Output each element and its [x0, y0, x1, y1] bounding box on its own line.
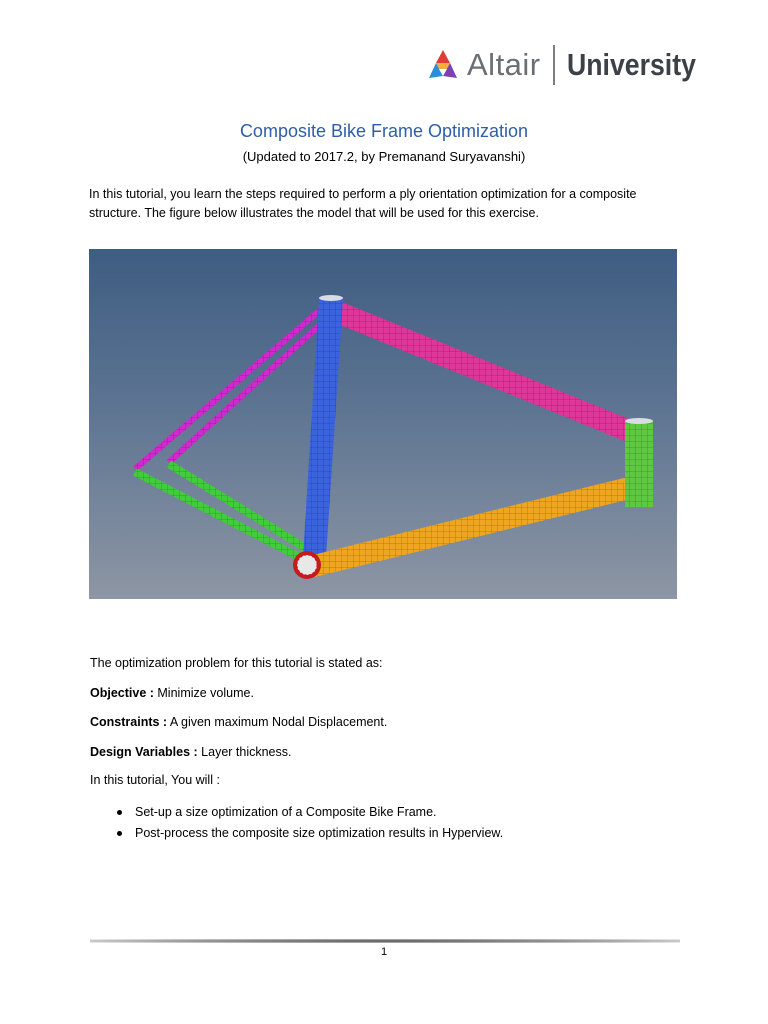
top-tube: [335, 311, 634, 433]
objective-line: [90, 686, 254, 700]
footer-divider: [90, 939, 680, 943]
bottom-bracket: [293, 551, 321, 579]
steps-list: [115, 802, 503, 844]
page-number: 1: [380, 946, 388, 958]
constraints-label: Constraints :: [90, 715, 168, 729]
list-item: Set-up a size optimization of a Composite Bike Frame.: [115, 802, 503, 823]
altair-university-logo: [425, 42, 717, 88]
bike-frame-model-figure: [89, 249, 677, 599]
objective-text: Minimize volume.: [153, 686, 254, 700]
document-title: Composite Bike Frame Optimization: [239, 121, 529, 141]
design-variables-text: Layer thickness.: [197, 745, 292, 759]
design-variables-label: Design Variables :: [90, 745, 198, 759]
seat-stays: [135, 306, 333, 469]
chain-stays: [135, 464, 307, 559]
bike-frame-illustration: [89, 249, 677, 599]
objective-label: Objective :: [90, 686, 154, 700]
head-tube: [625, 418, 653, 507]
constraints-text: A given maximum Nodal Displacement.: [167, 715, 388, 729]
document-subtitle: (Updated to 2017.2, by Premanand Suryavanshi): [242, 149, 526, 164]
intro-paragraph: In this tutorial, you learn the steps required to perform a ply orientation optimization for a composite structure. The figure below illustrates the model that will be used for this exercise.: [89, 187, 637, 220]
steps-intro: In this tutorial, You will :: [90, 773, 220, 787]
logo-divider: [553, 45, 555, 85]
altair-logo-icon: [425, 47, 461, 83]
design-variables-line: [90, 745, 291, 759]
down-tube: [314, 489, 625, 566]
brand-unit: University: [566, 47, 696, 82]
brand-name: Altair: [467, 47, 541, 82]
list-item: Post-process the composite size optimization results in Hyperview.: [115, 823, 503, 844]
problem-statement: The optimization problem for this tutorial is stated as:: [90, 656, 383, 670]
constraints-line: [90, 715, 387, 729]
